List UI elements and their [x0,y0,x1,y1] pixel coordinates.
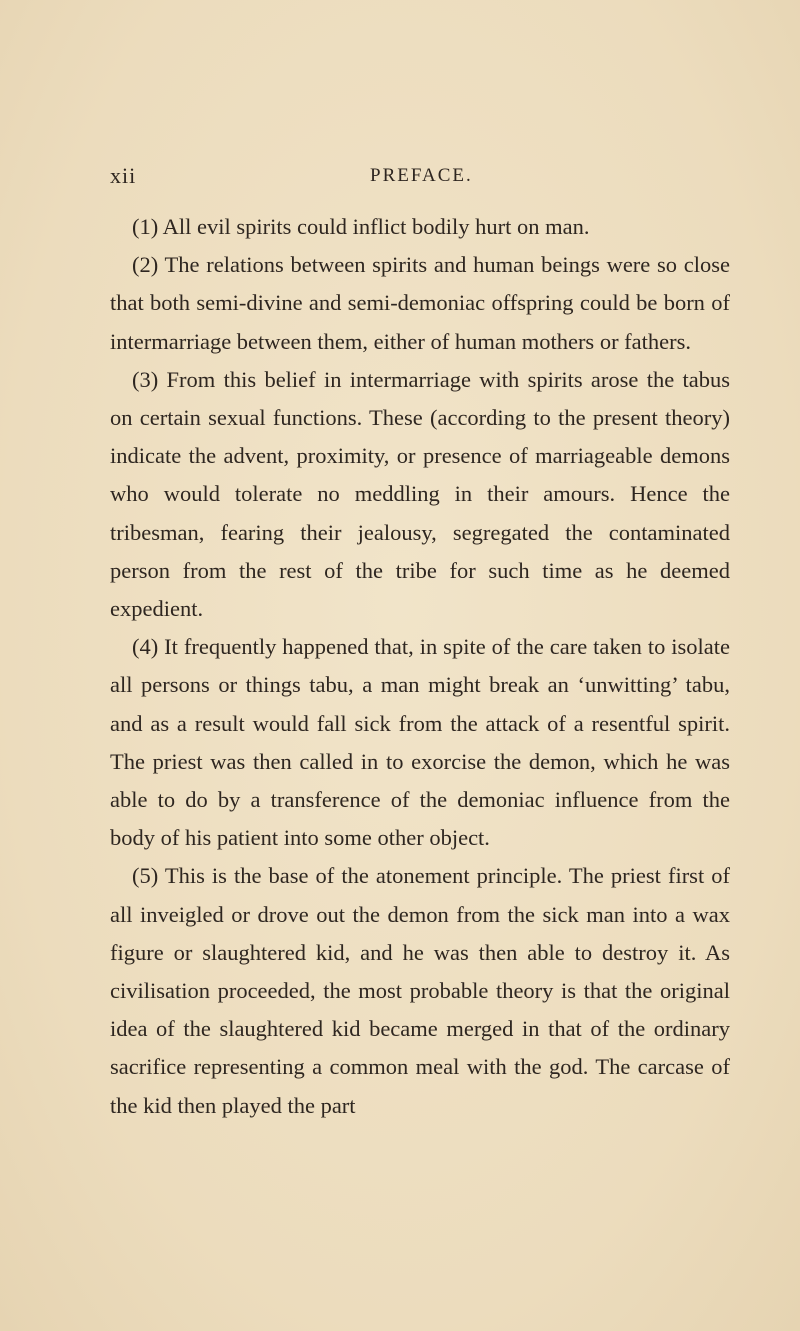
paragraph-2: (2) The relations between spirits and human beings were so close that both semi-divine and semi-demoniac offspring could be born of intermarriage between them, either of human mothers or fathers. [110,252,730,354]
running-title: PREFACE. [370,165,473,186]
paragraph-5: (5) This is the base of the atonement principle. The priest first of all inveigled or drove out the demon from the sick man into a wax figure or slaughtered kid, and he was then able to destroy it. As civilisation proceeded, the most probable theory is that the original idea of the slaughtered kid became merged in that of the ordinary sacrifice representing a common meal with the god. The carcase of the kid then played the part [110,863,730,1118]
paragraph-3: (3) From this belief in intermarriage with spirits arose the tabus on certain sexual functions. These (according to the present theory) indicate the advent, proximity, or presence of marriageable demons who would tolerate no meddling in their amours. Hence the tribesman, fearing their jealousy, segregated the contaminated person from the rest of the tribe for such time as he deemed expedient. [110,366,730,622]
paragraph-4: (4) It frequently happened that, in spite of the care taken to isolate all persons or things tabu, a man might break an ‘unwitting’ tabu, and as a result would fall sick from the attack of a resentful spirit. The priest was then called in to exorcise the demon, which he was able to do by a transference of the demoniac influence from the body of his patient into some other object. [110,634,730,851]
body-text [110,208,730,1125]
paragraph-1: (1) All evil spirits could inflict bodily hurt on man. [132,214,590,239]
running-head [110,163,730,193]
page-number: xii [110,163,137,188]
